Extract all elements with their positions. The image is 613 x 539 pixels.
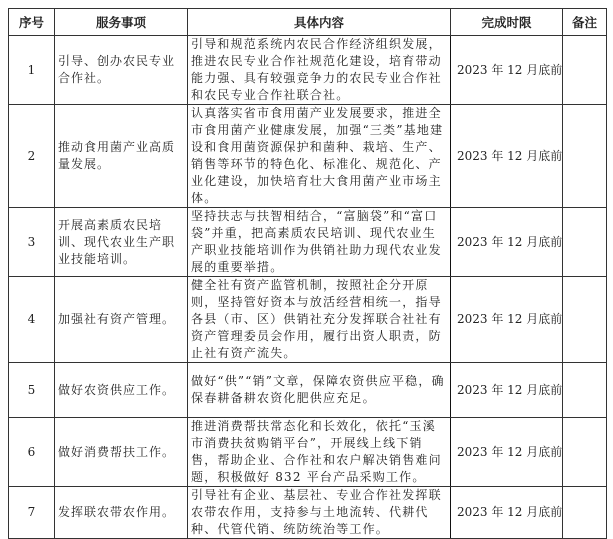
note	[563, 418, 607, 487]
row-number: 4	[9, 277, 55, 363]
service-item: 加强社有资产管理。	[55, 277, 188, 363]
row-number: 3	[9, 208, 55, 277]
service-content: 推进消费帮扶常态化和长效化，依托“玉溪市消费扶贫购销平台”，开展线上线下销售，帮助企业、合作社和农户解决销售难问题，积极做好 832 平台产品采购工作。	[188, 418, 451, 487]
deadline: 2023 年 12 月底前	[451, 363, 563, 418]
table-row	[9, 363, 607, 418]
note	[563, 363, 607, 418]
table-row	[9, 36, 607, 105]
row-number: 5	[9, 363, 55, 418]
deadline: 2023 年 12 月底前	[451, 277, 563, 363]
service-content: 认真落实省市食用菌产业发展要求，推进全市食用菌产业健康发展，加强“三类”基地建设和食用菌资源保护和菌种、栽培、生产、销售等环节的特色化、标准化、规范化、产业化建设，加快培育壮大食用菌产业市场主体。	[188, 105, 451, 208]
service-item: 推动食用菌产业高质量发展。	[55, 105, 188, 208]
service-item: 引导、创办农民专业合作社。	[55, 36, 188, 105]
row-number: 1	[9, 36, 55, 105]
note	[563, 105, 607, 208]
row-number: 2	[9, 105, 55, 208]
service-content: 引导和规范系统内农民合作经济组织发展，推进农民专业合作社规范化建设，培育带动能力强、具有较强竞争力的农民专业合作社和农民专业合作社联合社。	[188, 36, 451, 105]
header-row	[9, 9, 607, 36]
service-item: 做好农资供应工作。	[55, 363, 188, 418]
deadline: 2023 年 12 月底前	[451, 36, 563, 105]
row-number: 7	[9, 487, 55, 539]
service-item: 开展高素质农民培训、现代农业生产职业技能培训。	[55, 208, 188, 277]
service-item: 发挥联农带农作用。	[55, 487, 188, 539]
table-row	[9, 208, 607, 277]
service-item: 做好消费帮扶工作。	[55, 418, 188, 487]
header-deadline: 完成时限	[451, 9, 563, 36]
header-content: 具体内容	[188, 9, 451, 36]
note	[563, 487, 607, 539]
table-row	[9, 277, 607, 363]
header-item: 服务事项	[55, 9, 188, 36]
note	[563, 36, 607, 105]
table-row	[9, 418, 607, 487]
row-number: 6	[9, 418, 55, 487]
deadline: 2023 年 12 月底前	[451, 105, 563, 208]
header-note: 备注	[563, 9, 607, 36]
deadline: 2023 年 12 月底前	[451, 487, 563, 539]
table-row	[9, 487, 607, 539]
header-no: 序号	[9, 9, 55, 36]
service-content: 坚持扶志与扶智相结合，“富脑袋”和“富口袋”并重，把高素质农民培训、现代农业生产职业技能培训作为供销社助力现代农业发展的重要举措。	[188, 208, 451, 277]
note	[563, 277, 607, 363]
service-content: 引导社有企业、基层社、专业合作社发挥联农带农作用，支持参与土地流转、代耕代种、代管代销、统防统治等工作。	[188, 487, 451, 539]
deadline: 2023 年 12 月底前	[451, 418, 563, 487]
service-content: 做好“供”“销”文章，保障农资供应平稳，确保春耕备耕农资化肥供应充足。	[188, 363, 451, 418]
service-content: 健全社有资产监管机制，按照社企分开原则，坚持管好资本与放活经营相统一，指导各县（市、区）供销社充分发挥联合社社有资产管理委员会作用，履行出资人职责，防止社有资产流失。	[188, 277, 451, 363]
deadline: 2023 年 12 月底前	[451, 208, 563, 277]
service-table	[8, 8, 607, 539]
note	[563, 208, 607, 277]
table-row	[9, 105, 607, 208]
